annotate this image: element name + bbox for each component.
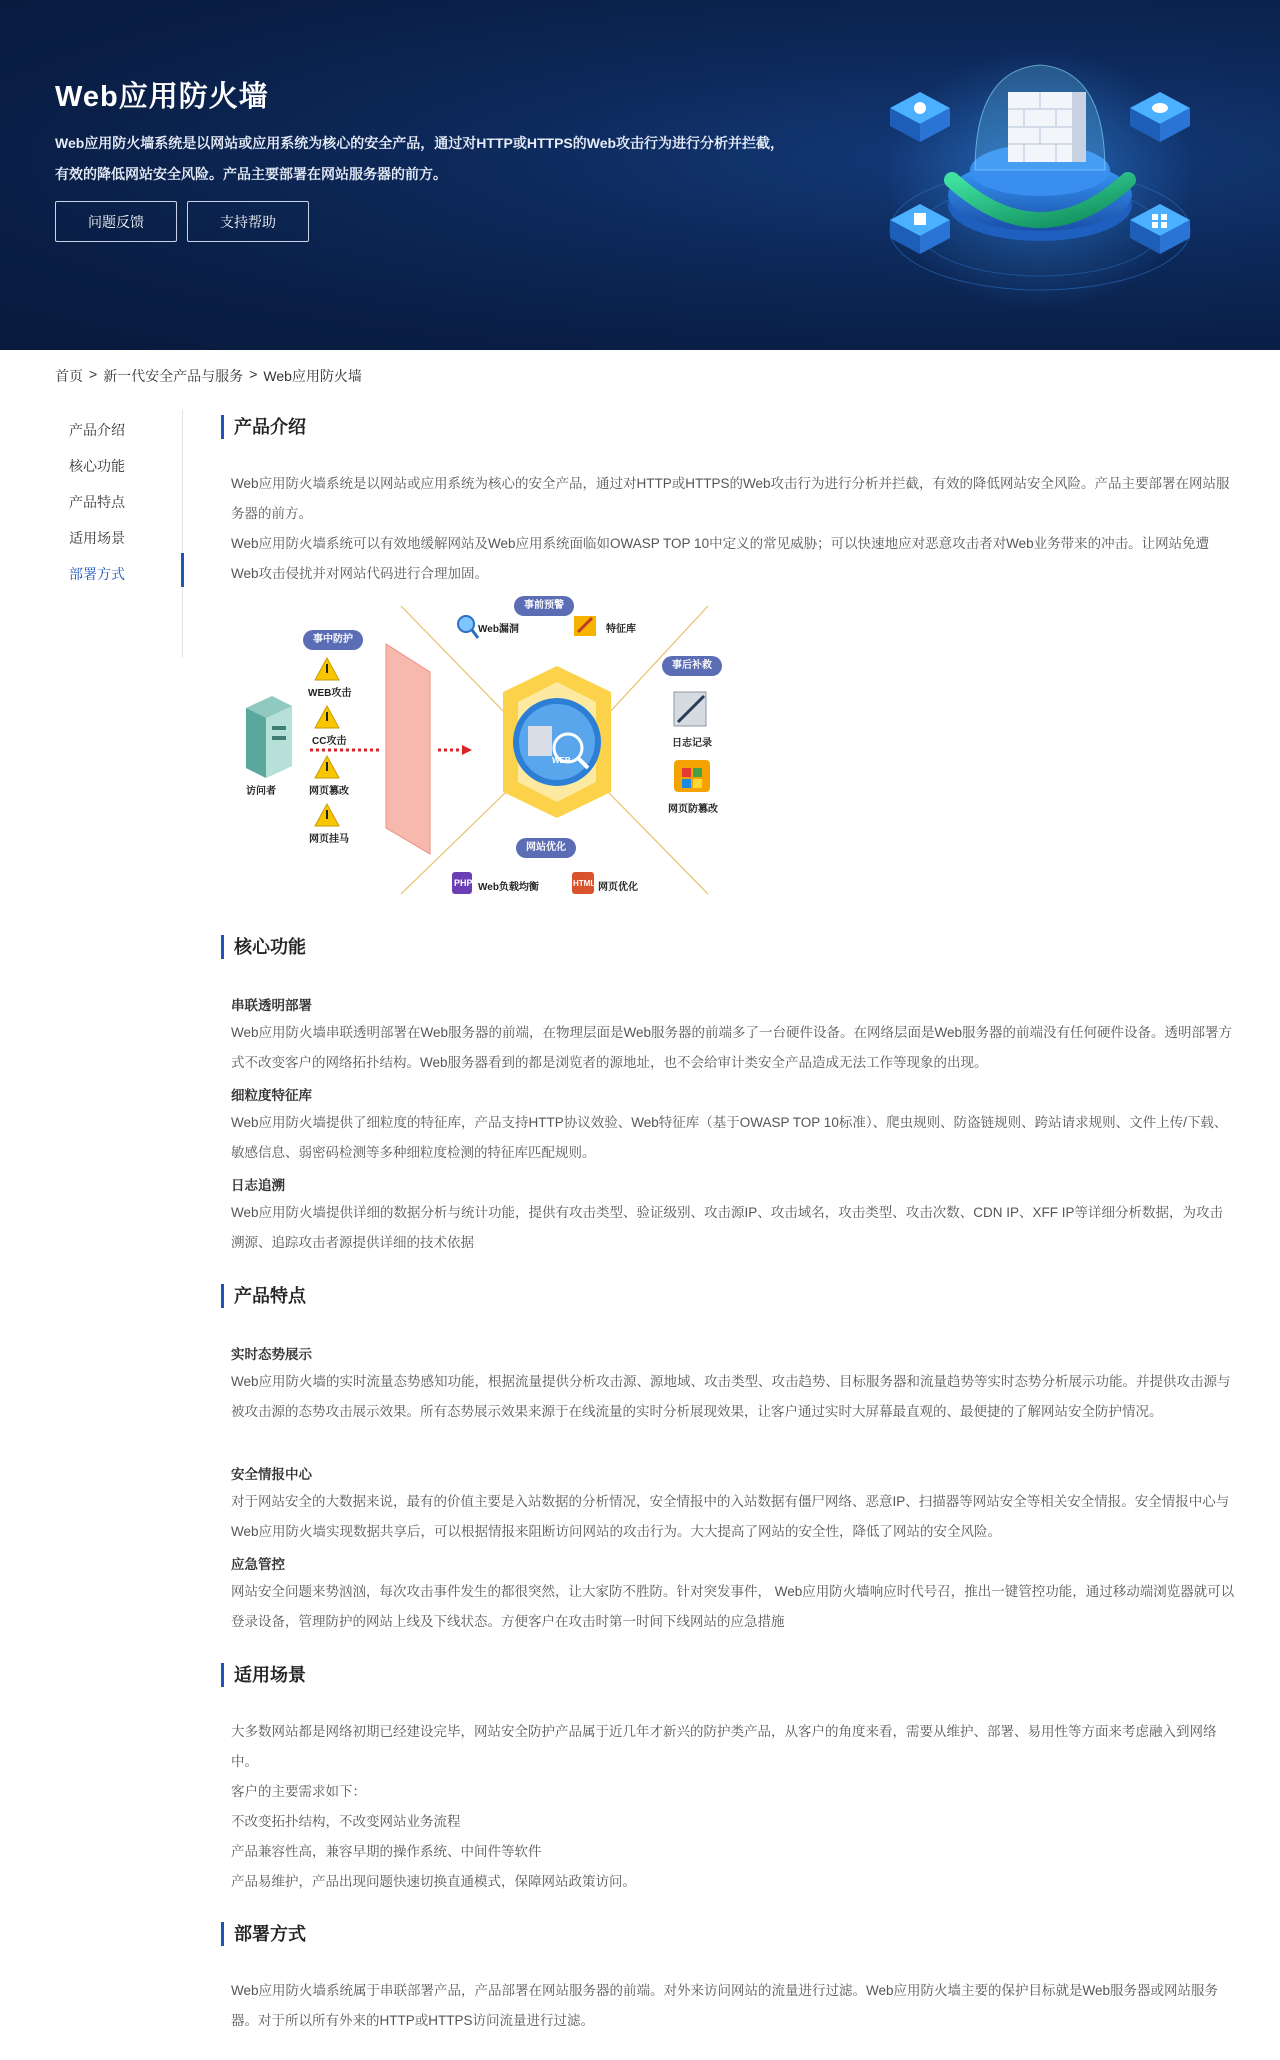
features-subtitle-3: 应急管控: [231, 1557, 285, 1572]
sidebar-item-scenes[interactable]: 适用场景: [69, 530, 125, 546]
server-icon: [246, 696, 292, 778]
core-text-2: Web应用防火墙提供了细粒度的特征库，产品支持HTTP协议效验、Web特征库（基于OWASP TOP 10标准）、爬虫规则、防盗链规则、跨站请求规则、文件上传/下载、敏感信息、弱密码检测等多种细粒度检测的特征库匹配规则。: [231, 1115, 1228, 1160]
label-web-attack: WEB攻击: [308, 688, 352, 699]
core-subtitle-2: 细粒度特征库: [231, 1088, 312, 1103]
pill-before: 事前预警: [514, 596, 574, 616]
signature-library-icon: [574, 616, 596, 636]
features-subtitle-1: 实时态势展示: [231, 1347, 312, 1362]
core-text-1: Web应用防火墙串联透明部署在Web服务器的前端，在物理层面是Web服务器的前端多了一台硬件设备。在网络层面是Web服务器的前端没有任何硬件设备。透明部署方式不改变客户的网络拓扑结构。Web服务器看到的都是浏览者的源地址，也不会给审计类安全产品造成无法工作等现象的出现。: [231, 1025, 1233, 1070]
sidebar-item-deploy[interactable]: 部署方式: [69, 566, 125, 582]
scenes-line-3: 产品兼容性高，兼容早期的操作系统、中间件等软件: [231, 1844, 542, 1859]
breadcrumb-separator: >: [249, 366, 258, 382]
label-visitor: 访问者: [246, 786, 276, 797]
section-title-scenes: 适用场景: [221, 1663, 306, 1687]
pill-during: 事中防护: [303, 630, 363, 650]
pill-optimize: 网站优化: [516, 838, 576, 858]
log-record-icon: [674, 692, 706, 726]
page-title: Web应用防火墙: [55, 81, 269, 113]
core-text-3: Web应用防火墙提供详细的数据分析与统计功能，提供有攻击类型、验证级别、攻击源IP、攻击域名，攻击类型、攻击次数、CDN IP、XFF IP等详细分析数据，为攻击溯源、追踪攻击者源提供详细的技术依据: [231, 1205, 1224, 1250]
label-page-opt: 网页优化: [598, 882, 638, 893]
section-title-intro: 产品介绍: [221, 415, 306, 439]
firewall-illustration: [880, 30, 1200, 320]
warning-icon: [315, 706, 339, 728]
label-anti-tamper: 网页防篡改: [668, 804, 718, 815]
label-web-badge: WEB: [552, 756, 571, 765]
section-title-deploy: 部署方式: [221, 1922, 306, 1946]
sidebar-item-intro[interactable]: 产品介绍: [69, 422, 125, 438]
firewall-panel: [386, 644, 430, 854]
core-subtitle-1: 串联透明部署: [231, 998, 312, 1013]
sidebar-nav: [55, 410, 183, 658]
breadcrumb-separator: >: [89, 366, 98, 382]
label-tamper: 网页篡改: [309, 786, 349, 797]
feedback-button[interactable]: 问题反馈: [55, 201, 177, 242]
section-title-core: 核心功能: [221, 935, 306, 959]
sidebar-active-indicator: [181, 553, 184, 587]
hero-description: Web应用防火墙系统是以网站或应用系统为核心的安全产品，通过对HTTP或HTTPS的Web攻击行为进行分析并拦截，有效的降低网站安全风险。产品主要部署在网站服务器的前方。: [55, 135, 785, 182]
label-html: HTML: [573, 879, 596, 888]
label-load-balance: Web负载均衡: [478, 882, 539, 893]
features-text-2: 对于网站安全的大数据来说，最有的价值主要是入站数据的分析情况，安全情报中的入站数据有僵尸网络、恶意IP、扫描器等网站安全等相关安全情报。安全情报中心与Web应用防火墙实现数据共享后，可以根据情报来阻断访问网站的攻击行为。大大提高了网站的安全性，降低了网站的安全风险。: [231, 1494, 1230, 1539]
label-log: 日志记录: [672, 738, 712, 749]
label-web-vuln: Web漏洞: [478, 624, 519, 635]
core-subtitle-3: 日志追溯: [231, 1178, 285, 1193]
label-php: PHP: [454, 878, 473, 888]
pill-after: 事后补救: [662, 656, 722, 676]
label-cc-attack: CC攻击: [312, 736, 347, 747]
hero-banner: [0, 0, 1280, 350]
sidebar-item-features[interactable]: 产品特点: [69, 494, 125, 510]
intro-paragraph-1: Web应用防火墙系统是以网站或应用系统为核心的安全产品，通过对HTTP或HTTPS的Web攻击行为进行分析并拦截，有效的降低网站安全风险。产品主要部署在网站服务器的前方。: [231, 476, 1230, 521]
breadcrumb-home[interactable]: 首页: [55, 368, 83, 384]
warning-icon: [315, 658, 339, 680]
support-help-button[interactable]: 支持帮助: [187, 201, 309, 242]
deployment-diagram: [226, 596, 746, 902]
warning-icon: [315, 804, 339, 826]
scenes-line-1: 客户的主要需求如下：: [231, 1784, 366, 1799]
features-text-3: 网站安全问题来势汹汹，每次攻击事件发生的都很突然，让大家防不胜防。针对突发事件， Web应用防火墙响应时代号召，推出一键管控功能，通过移动端浏览器就可以登录设备，管理防护的网站上线及下线状态。方便客户在攻击时第一时间下线网站的应急措施: [231, 1584, 1235, 1629]
deploy-paragraph: Web应用防火墙系统属于串联部署产品，产品部署在网站服务器的前端。对外来访问网站的流量进行过滤。Web应用防火墙主要的保护目标就是Web服务器或网站服务器。对于所以所有外来的HTTP或HTTPS访问流量进行过滤。: [231, 1983, 1219, 2028]
breadcrumb-current: Web应用防火墙: [263, 368, 362, 384]
scenes-line-2: 不改变拓扑结构，不改变网站业务流程: [231, 1814, 461, 1829]
anti-tamper-icon: [674, 760, 710, 792]
features-subtitle-2: 安全情报中心: [231, 1467, 312, 1482]
breadcrumb-category[interactable]: 新一代安全产品与服务: [103, 368, 244, 384]
scenes-paragraph: 大多数网站都是网络初期已经建设完毕，网站安全防护产品属于近几年才新兴的防护类产品，从客户的角度来看，需要从维护、部署、易用性等方面来考虑融入到网络中。: [231, 1724, 1217, 1769]
sidebar-item-core[interactable]: 核心功能: [69, 458, 125, 474]
scenes-line-4: 产品易维护，产品出现问题快速切换直通模式，保障网站政策访问。: [231, 1874, 636, 1889]
magnifier-icon: [458, 616, 478, 638]
label-signature: 特征库: [606, 624, 636, 635]
warning-icon: [315, 756, 339, 778]
intro-paragraph-2: Web应用防火墙系统可以有效地缓解网站及Web应用系统面临如OWASP TOP 10中定义的常见威胁；可以快速地应对恶意攻击者对Web业务带来的冲击。让网站免遭Web攻击侵扰并对网站代码进行合理加固。: [231, 536, 1210, 581]
section-title-features: 产品特点: [221, 1284, 306, 1308]
label-trojan: 网页挂马: [309, 834, 349, 845]
breadcrumb: [55, 366, 362, 386]
features-text-1: Web应用防火墙的实时流量态势感知功能，根据流量提供分析攻击源、源地域、攻击类型、攻击趋势、目标服务器和流量趋势等实时态势分析展示功能。并提供攻击源与被攻击源的态势攻击展示效果。所有态势展示效果来源于在线流量的实时分析展现效果，让客户通过实时大屏幕最直观的、最便捷的了解网站安全防护情况。: [231, 1374, 1231, 1419]
